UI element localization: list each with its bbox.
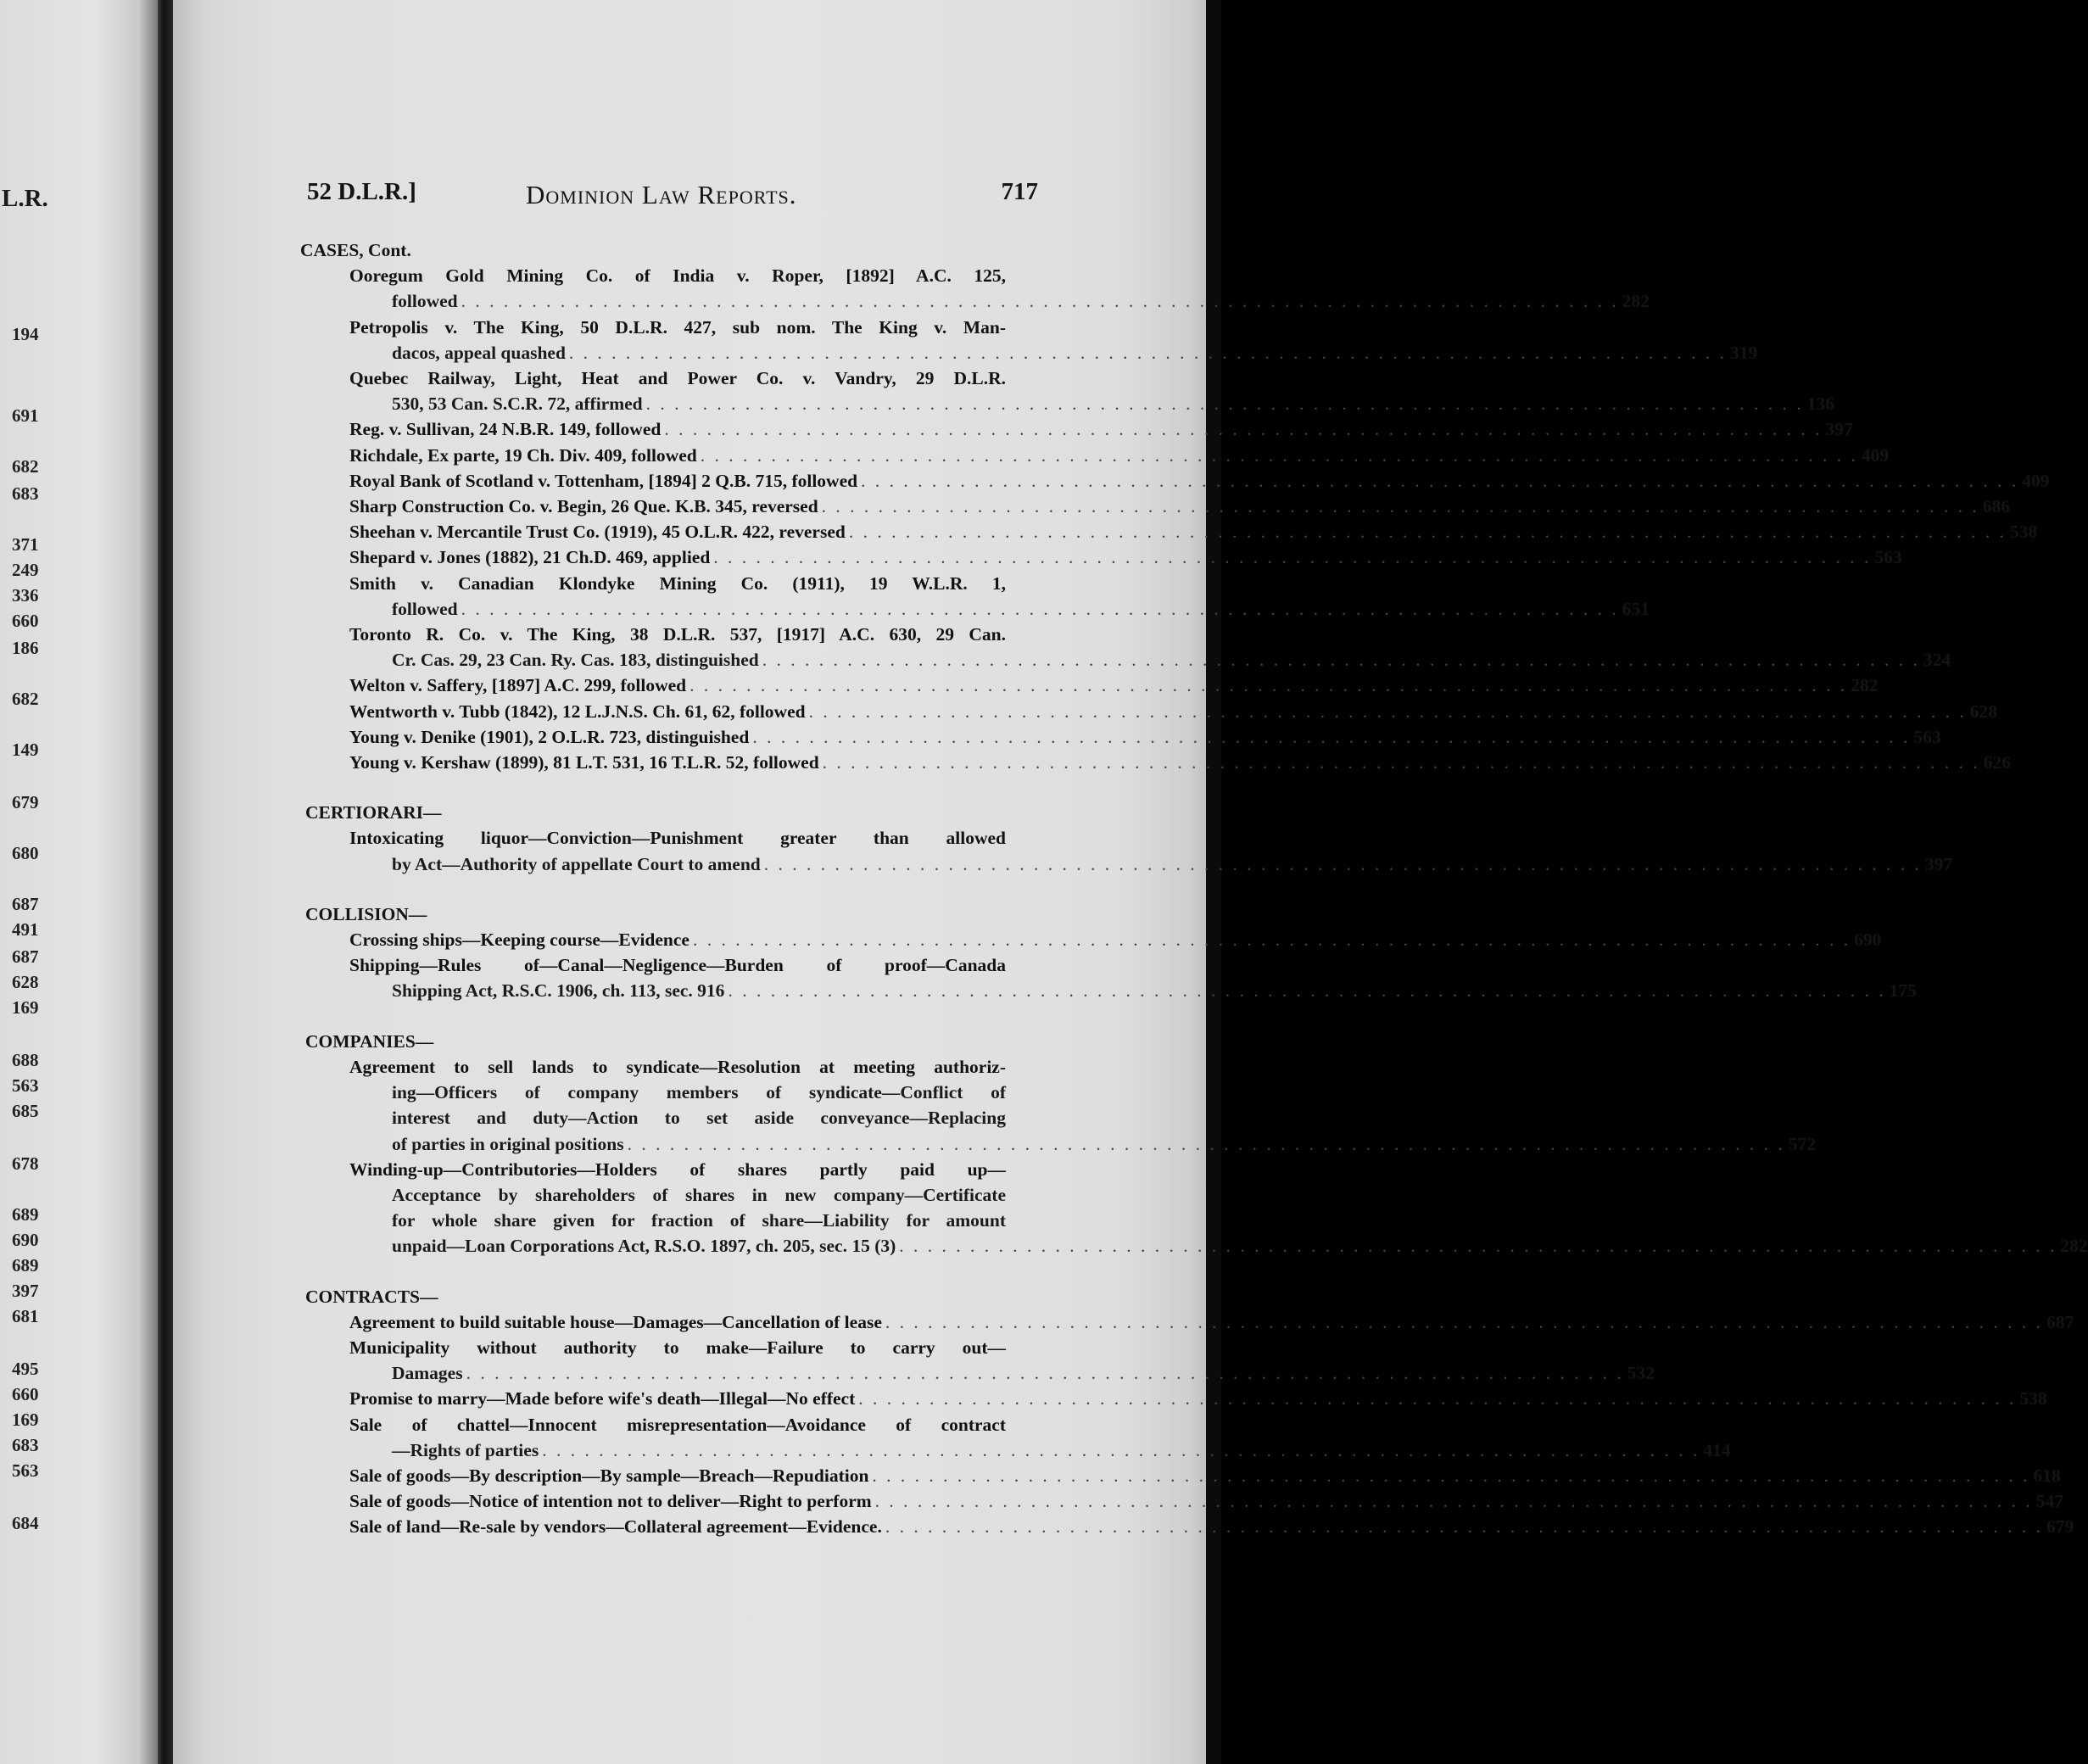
left-page-number: 397 xyxy=(12,1281,39,1301)
entry-text: Shepard v. Jones (1882), 21 Ch.D. 469, applied xyxy=(349,547,711,568)
index-entry xyxy=(305,622,1951,673)
left-page-number: 682 xyxy=(12,456,39,477)
entry-text: Ooregum Gold Mining Co. of India v. Roper, [1892] A.C. 125, xyxy=(349,265,1006,287)
entry-page-number: 563 xyxy=(1913,726,1941,747)
dot-leader xyxy=(849,522,2007,542)
left-page-number: 169 xyxy=(12,1410,39,1430)
entry-text: Sale of chattel—Innocent misrepresentation—Avoidance of contract xyxy=(349,1414,1006,1435)
entry-text: Sale of goods—Notice of intention not to deliver—Right to perform xyxy=(349,1491,872,1512)
entry-text: unpaid—Loan Corporations Act, R.S.O. 1897, ch. 205, sec. 15 (3) xyxy=(392,1236,896,1257)
entry-page-number: 397 xyxy=(1924,853,1953,874)
index-entry xyxy=(305,699,1997,724)
left-page-number: 683 xyxy=(12,1435,39,1455)
left-page-number: 685 xyxy=(12,1101,39,1121)
index-entry xyxy=(305,825,1953,876)
left-page-header: L.R. xyxy=(2,185,48,212)
entry-page-number: 651 xyxy=(1622,598,1650,619)
entry-text: Promise to marry—Made before wife's death—Illegal—No effect xyxy=(349,1388,856,1410)
entry-page-number: 282 xyxy=(1851,675,1879,696)
entry-page-number: 397 xyxy=(1825,419,1853,440)
left-page-number: 563 xyxy=(12,1460,39,1481)
dot-leader xyxy=(646,394,1804,414)
dot-leader xyxy=(664,419,1822,439)
entry-page-number: 409 xyxy=(2022,470,2050,491)
left-page-number: 690 xyxy=(12,1230,39,1250)
entry-page-number: 409 xyxy=(1861,444,1890,466)
dot-leader xyxy=(762,650,1920,670)
dot-leader xyxy=(693,929,1851,950)
left-page-number: 371 xyxy=(12,534,39,555)
dot-leader xyxy=(569,343,1727,363)
section-heading-certiorari: CERTIORARI— xyxy=(305,802,442,823)
left-page-number: 689 xyxy=(12,1204,39,1225)
left-page-number: 628 xyxy=(12,972,39,992)
index-entry xyxy=(305,443,1890,468)
left-page-number: 681 xyxy=(12,1306,39,1326)
dot-leader xyxy=(885,1312,2043,1332)
index-entry xyxy=(305,263,1650,314)
page-title: Dominion Law Reports. xyxy=(526,180,797,209)
left-page-number: 186 xyxy=(12,638,39,658)
left-page-number: 169 xyxy=(12,997,39,1018)
entry-text: dacos, appeal quashed xyxy=(392,342,566,363)
entry-text: ing—Officers of company members of syndicate—Conflict of xyxy=(392,1082,1006,1103)
book-gutter xyxy=(158,0,173,1764)
entry-text: Acceptance by shareholders of shares in new company—Certificate xyxy=(392,1184,1006,1205)
dot-leader xyxy=(542,1440,1700,1460)
left-page-number: 680 xyxy=(12,843,39,863)
index-entry xyxy=(305,750,2012,775)
entry-text: Agreement to sell lands to syndicate—Resolution at meeting authoriz- xyxy=(349,1056,1006,1077)
index-entry xyxy=(305,927,1882,952)
left-page-number: 687 xyxy=(12,894,39,914)
entry-page-number: 136 xyxy=(1806,394,1834,415)
dot-leader xyxy=(872,1465,2029,1486)
entry-text: Reg. v. Sullivan, 24 N.B.R. 149, followed xyxy=(349,419,662,440)
entry-text: Intoxicating liquor—Conviction—Punishment greater than allowed xyxy=(349,828,1006,849)
dot-leader xyxy=(858,1388,2016,1409)
left-page-number: 689 xyxy=(12,1255,39,1276)
entry-text: Toronto R. Co. v. The King, 38 D.L.R. 537, [1917] A.C. 630, 29 Can. xyxy=(349,624,1006,645)
entry-page-number: 628 xyxy=(1969,701,1997,722)
entry-page-number: 618 xyxy=(2033,1465,2061,1486)
entry-text: Sale of goods—By description—By sample—Breach—Repudiation xyxy=(349,1465,869,1486)
left-page-number: 660 xyxy=(12,611,39,631)
entry-text: Welton v. Saffery, [1897] A.C. 299, followed xyxy=(349,675,687,696)
index-entry xyxy=(305,1514,2074,1539)
left-page-number: 687 xyxy=(12,946,39,967)
dot-leader xyxy=(461,599,1619,619)
index-entry xyxy=(305,1412,1731,1463)
entry-text: 530, 53 Can. S.C.R. 72, affirmed xyxy=(392,394,643,415)
index-entry xyxy=(305,724,1941,750)
index-entry xyxy=(305,1488,2064,1514)
left-page-number: 249 xyxy=(12,560,39,580)
entry-page-number: 282 xyxy=(2060,1236,2088,1257)
index-entry xyxy=(305,952,1917,1003)
index-entry xyxy=(305,571,1650,622)
index-content xyxy=(300,237,2088,1540)
entry-text: Shipping Act, R.S.C. 1906, ch. 113, sec. 916 xyxy=(392,980,725,1002)
section-heading-contracts: CONTRACTS— xyxy=(305,1286,438,1307)
entry-text: Petropolis v. The King, 50 D.L.R. 427, sub nom. The King v. Man- xyxy=(349,316,1006,338)
entry-text: Richdale, Ex parte, 19 Ch. Div. 409, followed xyxy=(349,444,697,466)
entry-page-number: 538 xyxy=(2009,522,2038,543)
entry-text: interest and duty—Action to set aside conveyance—Replacing xyxy=(392,1108,1006,1129)
entry-text: of parties in original positions xyxy=(392,1133,624,1154)
left-page-number: 491 xyxy=(12,919,39,940)
section-heading-collision: COLLISION— xyxy=(305,903,427,924)
left-page-fragment xyxy=(0,0,158,1764)
entry-text: Municipality without authority to make—Failure to carry out— xyxy=(349,1337,1006,1358)
entry-text: followed xyxy=(392,291,458,312)
entry-text: Sharp Construction Co. v. Begin, 26 Que. K.B. 345, reversed xyxy=(349,496,818,517)
entry-page-number: 532 xyxy=(1627,1363,1655,1384)
entry-text: Royal Bank of Scotland v. Tottenham, [1894] 2 Q.B. 715, followed xyxy=(349,470,858,491)
entry-text: Crossing ships—Keeping course—Evidence xyxy=(349,929,689,951)
dot-leader xyxy=(728,980,1885,1001)
volume-reference: 52 D.L.R.] xyxy=(307,178,416,205)
dot-leader xyxy=(461,291,1619,311)
index-entry xyxy=(305,673,1879,698)
left-page-number: 691 xyxy=(12,405,39,426)
index-entry xyxy=(305,1386,2047,1411)
dot-leader xyxy=(899,1236,2057,1256)
left-page-number: 684 xyxy=(12,1513,39,1533)
index-entry xyxy=(305,1463,2061,1488)
entry-text: Agreement to build suitable house—Damages—Cancellation of lease xyxy=(349,1311,882,1332)
entry-text: —Rights of parties xyxy=(392,1439,539,1460)
index-entry xyxy=(305,494,2011,519)
entry-text: Damages xyxy=(392,1363,463,1384)
index-entry xyxy=(305,1335,1655,1386)
left-page-number: 682 xyxy=(12,689,39,709)
dot-leader xyxy=(875,1491,2033,1511)
index-entry xyxy=(305,1157,2088,1259)
left-page-number: 149 xyxy=(12,740,39,760)
entry-text: Young v. Denike (1901), 2 O.L.R. 723, distinguished xyxy=(349,726,750,747)
dot-leader xyxy=(822,496,1979,516)
dot-leader xyxy=(701,445,1858,466)
entry-text: Quebec Railway, Light, Heat and Power Co. v. Vandry, 29 D.L.R. xyxy=(349,368,1006,389)
dot-leader xyxy=(764,854,1922,874)
dot-leader xyxy=(885,1516,2043,1537)
index-entry xyxy=(305,315,1758,366)
entry-page-number: 319 xyxy=(1730,342,1758,363)
dot-leader xyxy=(861,471,2018,491)
entry-text: Winding-up—Contributories—Holders of shares partly paid up— xyxy=(349,1158,1006,1180)
left-page-number: 688 xyxy=(12,1050,39,1070)
dot-leader xyxy=(689,675,1847,695)
left-page-number: 336 xyxy=(12,585,39,606)
index-entry xyxy=(305,468,2050,494)
dot-leader xyxy=(713,547,1871,567)
left-page-number: 679 xyxy=(12,792,39,812)
left-page-number: 495 xyxy=(12,1359,39,1379)
page-number: 717 xyxy=(1001,178,1038,205)
entry-page-number: 414 xyxy=(1703,1439,1731,1460)
entry-text: Sale of land—Re-sale by vendors—Collateral agreement—Evidence. xyxy=(349,1516,882,1538)
entry-text: Sheehan v. Mercantile Trust Co. (1919), 45 O.L.R. 422, reversed xyxy=(349,522,846,543)
index-entry xyxy=(305,1309,2074,1335)
left-page-number: 563 xyxy=(12,1075,39,1096)
index-entry xyxy=(305,519,2038,544)
entry-page-number: 687 xyxy=(2046,1311,2074,1332)
entry-text: Smith v. Canadian Klondyke Mining Co. (1911), 19 W.L.R. 1, xyxy=(349,572,1006,594)
entry-text: Cr. Cas. 29, 23 Can. Ry. Cas. 183, distinguished xyxy=(392,650,759,671)
entry-page-number: 563 xyxy=(1874,547,1902,568)
dot-leader xyxy=(628,1134,1785,1154)
dot-leader xyxy=(809,701,1967,722)
entry-page-number: 572 xyxy=(1788,1133,1816,1154)
left-page-number: 683 xyxy=(12,483,39,504)
dot-leader xyxy=(466,1363,1624,1383)
index-entry xyxy=(305,366,1834,416)
entry-page-number: 538 xyxy=(2019,1388,2047,1410)
left-page-number: 194 xyxy=(12,324,39,344)
entry-text: Wentworth v. Tubb (1842), 12 L.J.N.S. Ch. 61, 62, followed xyxy=(349,701,806,722)
entry-page-number: 686 xyxy=(1982,496,2011,517)
index-entry xyxy=(305,416,1853,442)
entry-page-number: 175 xyxy=(1889,980,1917,1002)
entry-page-number: 324 xyxy=(1923,650,1951,671)
dot-leader xyxy=(752,727,1910,747)
running-header xyxy=(307,178,1038,212)
section-heading-cases: CASES, Cont. xyxy=(300,240,411,260)
entry-page-number: 547 xyxy=(2035,1491,2064,1512)
entry-page-number: 679 xyxy=(2046,1516,2074,1538)
index-entry xyxy=(305,1054,1816,1157)
left-page-number: 678 xyxy=(12,1153,39,1174)
entry-page-number: 690 xyxy=(1854,929,1882,951)
entry-page-number: 282 xyxy=(1622,291,1650,312)
index-entry xyxy=(305,544,1902,570)
dot-leader xyxy=(823,752,1980,773)
section-heading-companies: COMPANIES— xyxy=(305,1030,434,1052)
entry-page-number: 626 xyxy=(1983,752,2012,773)
entry-text: by Act—Authority of appellate Court to amend xyxy=(392,853,761,874)
entry-text: for whole share given for fraction of share—Liability for amount xyxy=(392,1210,1006,1231)
entry-text: Shipping—Rules of—Canal—Negligence—Burden of proof—Canada xyxy=(349,955,1006,976)
entry-text: followed xyxy=(392,598,458,619)
left-page-number: 660 xyxy=(12,1384,39,1404)
entry-text: Young v. Kershaw (1899), 81 L.T. 531, 16 T.L.R. 52, followed xyxy=(349,752,819,773)
